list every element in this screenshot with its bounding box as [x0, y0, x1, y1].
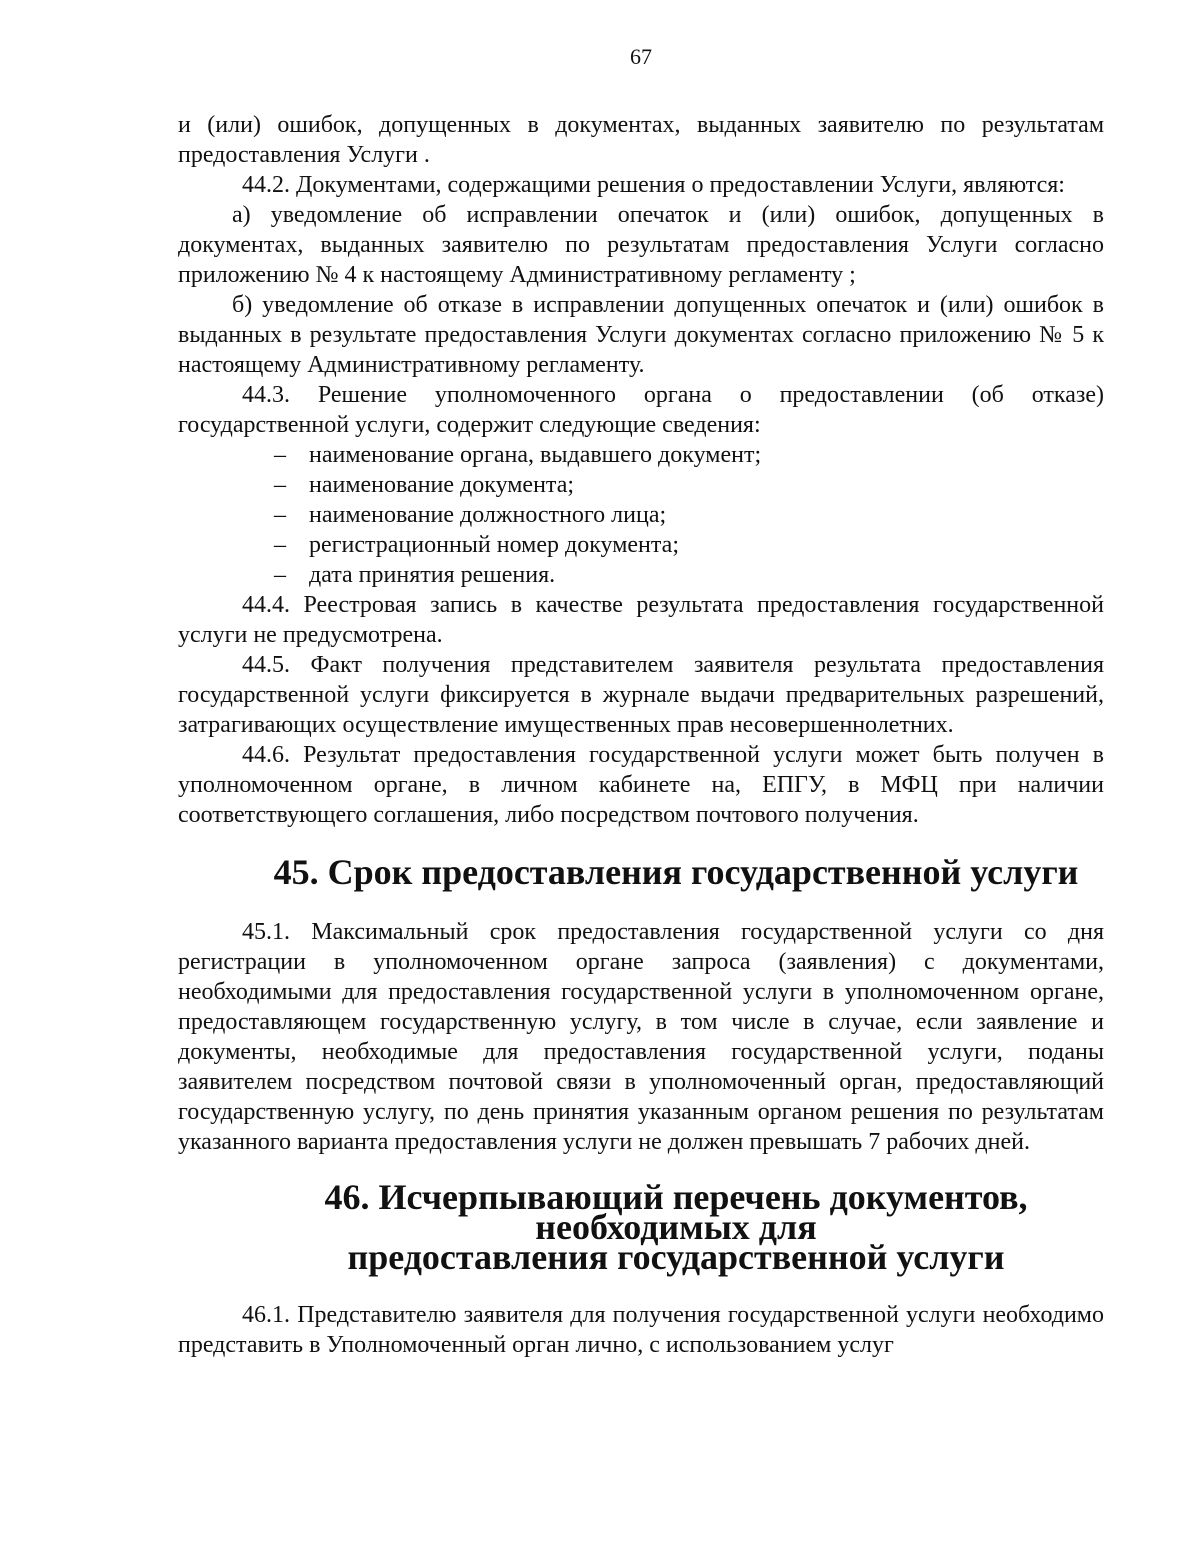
document-body — [178, 110, 1104, 1360]
paragraph-44-3: 44.3. Решение уполномоченного органа о предоставлении (об отказе) государственной услуги, содержит следующие сведения: — [178, 382, 1104, 438]
section-46-heading-line-2: предоставления государственной услуги — [347, 1237, 1005, 1277]
paragraph-44-5: 44.5. Факт получения представителем заявителя результата предоставления государственной услуги фиксируется в журнале выдачи предварительных разрешений, затрагивающих осуществление имущественных прав несовершеннолетних. — [178, 652, 1104, 738]
list-item-text: наименование документа; — [309, 472, 575, 498]
list-item-text: наименование должностного лица; — [309, 502, 667, 528]
paragraph-44-2: 44.2. Документами, содержащими решения о предоставлении Услуги, являются: — [242, 172, 1065, 198]
paragraph-46-1: 46.1. Представителю заявителя для получения государственной услуги необходимо представить в Уполномоченный орган лично, с использованием услуг — [178, 1302, 1104, 1358]
list-item — [274, 470, 1104, 500]
page-number: 67 — [630, 44, 652, 69]
paragraph-continuation: и (или) ошибок, допущенных в документах, выданных заявителю по результатам предоставления Услуги . — [178, 112, 1104, 168]
section-46-heading-line-1: 46. Исчерпывающий перечень документов, необходимых для — [324, 1177, 1028, 1247]
paragraph-44-4: 44.4. Реестровая запись в качестве результата предоставления государственной услуги не предусмотрена. — [178, 592, 1104, 648]
dash-marker: – — [274, 562, 286, 588]
list-item-text: дата принятия решения. — [309, 562, 556, 588]
dash-marker: – — [274, 472, 286, 498]
section-46-heading — [178, 1177, 1104, 1277]
section-45-heading: 45. Срок предоставления государственной услуги — [273, 852, 1079, 892]
dash-marker: – — [274, 502, 286, 528]
dash-marker: – — [274, 442, 286, 468]
list-item-text: регистрационный номер документа; — [309, 532, 679, 558]
decision-details-list — [178, 440, 1104, 590]
list-item — [274, 440, 1104, 470]
paragraph-45-1: 45.1. Максимальный срок предоставления государственной услуги со дня регистрации в уполномоченном органе запроса (заявления) с документами, необходимыми для предоставления государственной услуги в уполномоченном органе, предоставляющем государственную услугу, в том числе в случае, если заявление и документы, необходимые для предоставления государственной услуги, поданы заявителем посредством почтовой связи в уполномоченный орган, предоставляющий государственную услугу, по день принятия указанным органом решения по результатам указанного варианта предоставления услуги не должен превышать 7 рабочих дней. — [178, 919, 1104, 1155]
list-item — [274, 530, 1104, 560]
list-item-text: наименование органа, выдавшего документ; — [309, 442, 762, 468]
dash-marker: – — [274, 532, 286, 558]
list-item — [274, 560, 1104, 590]
paragraph-44-6: 44.6. Результат предоставления государственной услуги может быть получен в уполномоченном органе, в личном кабинете на, ЕПГУ, в МФЦ при наличии соответствующего соглашения, либо посредством почтового получения. — [178, 742, 1104, 828]
list-item — [274, 500, 1104, 530]
paragraph-item-a: а) уведомление об исправлении опечаток и (или) ошибок, допущенных в документах, выданных заявителю по результатам предоставления Услуги согласно приложению № 4 к настоящему Административному регламенту ; — [178, 202, 1104, 288]
paragraph-item-b: б) уведомление об отказе в исправлении допущенных опечаток и (или) ошибок в выданных в результате предоставления Услуги документах согласно приложению № 5 к настоящему Административному регламенту. — [178, 292, 1104, 378]
